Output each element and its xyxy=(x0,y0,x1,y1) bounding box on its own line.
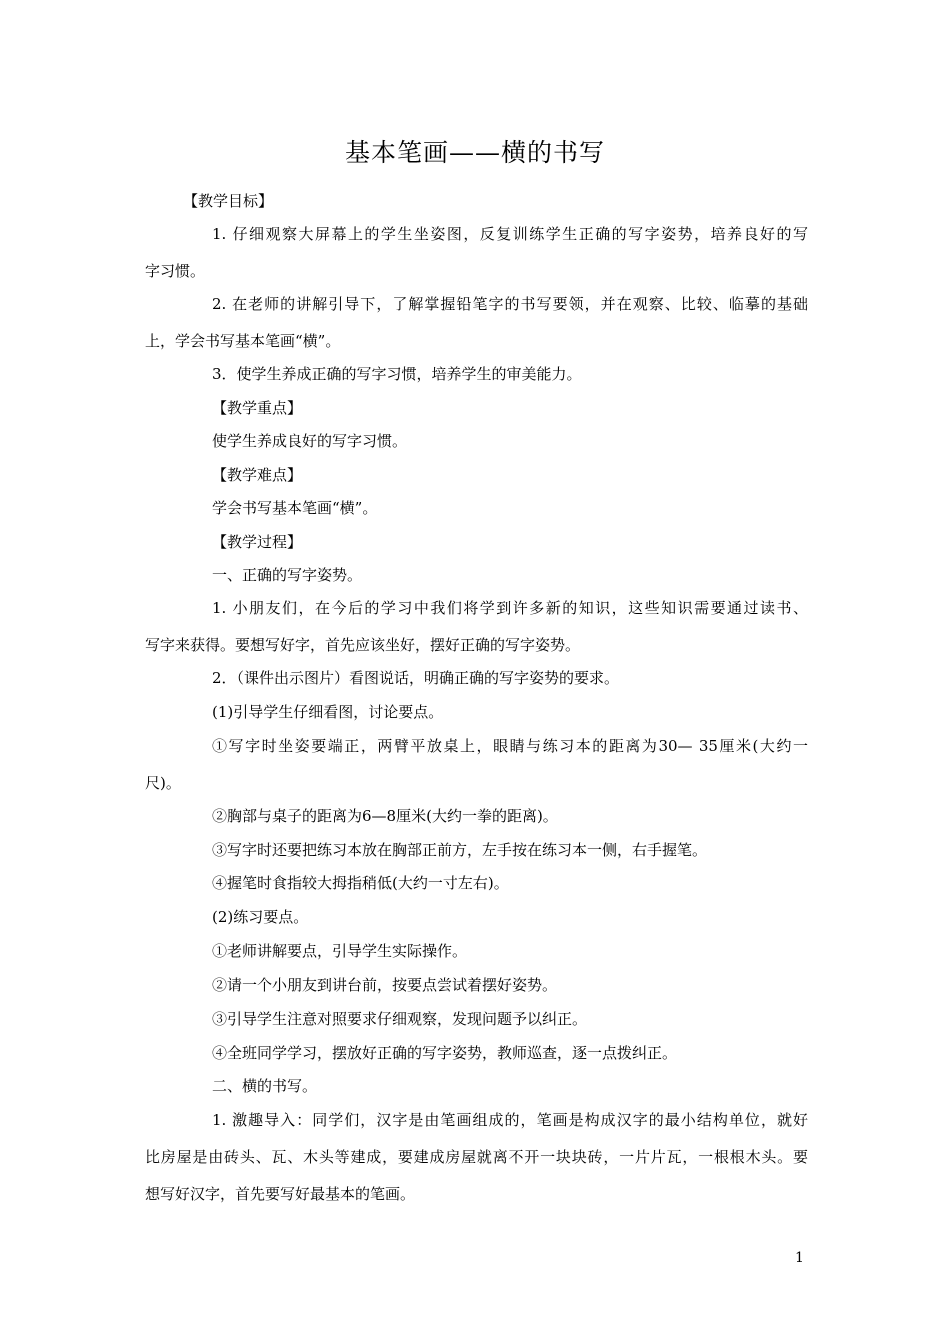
paragraph-line: 1. 小朋友们，在今后的学习中我们将学到许多新的知识，这些知识需要通过读书、 xyxy=(212,599,808,617)
paragraph-line: 字习惯。 xyxy=(145,262,206,280)
paragraph-line: (1)引导学生仔细看图，讨论要点。 xyxy=(212,703,444,721)
paragraph-line: ④全班同学学习，摆放好正确的写字姿势，教师巡查，逐一点拨纠正。 xyxy=(212,1044,678,1062)
paragraph-line: ②请一个小朋友到讲台前，按要点尝试着摆好姿势。 xyxy=(212,976,558,994)
paragraph-line: ①写字时坐姿要端正，两臂平放桌上，眼睛与练习本的距离为30— 35厘米(大约一 xyxy=(212,737,808,755)
heading-objectives: 【教学目标】 xyxy=(183,192,274,210)
paragraph-line: (2)练习要点。 xyxy=(212,908,309,926)
paragraph-line: 学会书写基本笔画“横”。 xyxy=(212,499,378,517)
section-heading: 二、横的书写。 xyxy=(212,1077,318,1095)
document-title: 基本笔画——横的书写 xyxy=(344,138,605,167)
section-heading: 一、正确的写字姿势。 xyxy=(212,566,363,584)
paragraph-line: ③写字时还要把练习本放在胸部正前方，左手按在练习本一侧，右手握笔。 xyxy=(212,841,708,859)
paragraph-line: 2．（课件出示图片）看图说话，明确正确的写字姿势的要求。 xyxy=(212,669,620,687)
paragraph-line: 写字来获得。要想写好字，首先应该坐好，摆好正确的写字姿势。 xyxy=(145,636,581,654)
paragraph-line: ②胸部与桌子的距离为6—8厘米(大约一拳的距离)。 xyxy=(212,807,558,825)
paragraph-line: 尺)。 xyxy=(145,774,181,792)
heading-key-points: 【教学重点】 xyxy=(212,399,303,417)
paragraph-line: ④握笔时食指较大拇指稍低(大约一寸左右)。 xyxy=(212,874,509,892)
paragraph-line: 3．使学生养成正确的写字习惯，培养学生的审美能力。 xyxy=(212,365,582,383)
paragraph-line: 想写好汉字，首先要写好最基本的笔画。 xyxy=(145,1185,416,1203)
page-number: 1 xyxy=(795,1250,804,1266)
paragraph-line: 使学生养成良好的写字习惯。 xyxy=(212,432,408,450)
heading-process: 【教学过程】 xyxy=(212,533,303,551)
paragraph-line: 上，学会书写基本笔画“横”。 xyxy=(145,332,341,350)
heading-difficulties: 【教学难点】 xyxy=(212,466,303,484)
paragraph-line: 比房屋是由砖头、瓦、木头等建成，要建成房屋就离不开一块块砖，一片片瓦，一根根木头。要 xyxy=(145,1148,808,1166)
paragraph-line: 1. 激趣导入：同学们，汉字是由笔画组成的，笔画是构成汉字的最小结构单位，就好 xyxy=(212,1111,808,1129)
paragraph-line: 1. 仔细观察大屏幕上的学生坐姿图，反复训练学生正确的写字姿势，培养良好的写 xyxy=(212,225,808,243)
paragraph-line: 2. 在老师的讲解引导下，了解掌握铅笔字的书写要领，并在观察、比较、临摹的基础 xyxy=(212,295,808,313)
paragraph-line: ①老师讲解要点，引导学生实际操作。 xyxy=(212,942,468,960)
paragraph-line: ③引导学生注意对照要求仔细观察，发现问题予以纠正。 xyxy=(212,1010,588,1028)
